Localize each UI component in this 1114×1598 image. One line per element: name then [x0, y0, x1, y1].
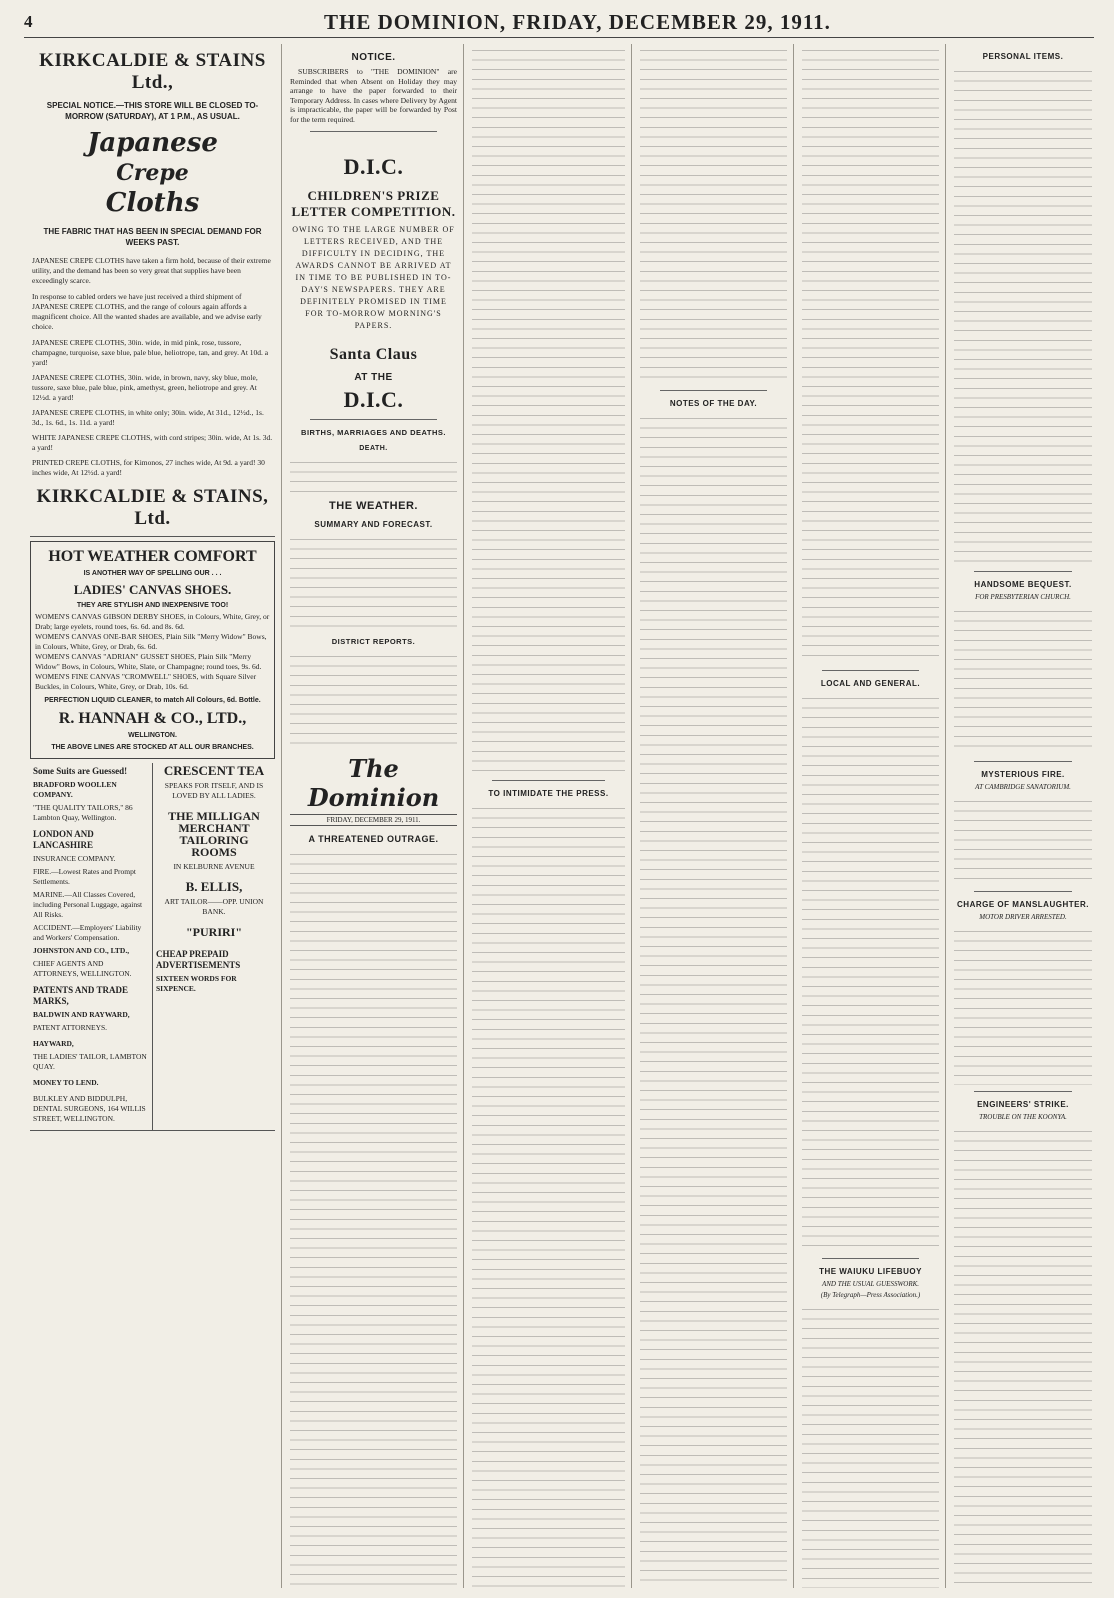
- bradford-address: "THE QUALITY TAILORS," 86 Lambton Quay, Wellington.: [33, 803, 133, 822]
- personal-heading: PERSONAL ITEMS.: [982, 52, 1064, 61]
- text-block: [472, 44, 625, 774]
- handsome-heading: HANDSOME BEQUEST.: [974, 580, 1072, 589]
- hayward-sub: THE LADIES' TAILOR, LAMBTON QUAY.: [33, 1052, 147, 1071]
- price-line: JAPANESE CREPE CLOTHS, in white only; 30in. wide, At 31d., 12½d., 1s. 3d., 1s. 6d., 1s. 11d. a yard!: [32, 408, 264, 427]
- newspaper-title: THE DOMINION, FRIDAY, DECEMBER 29, 1911.: [324, 10, 831, 34]
- text-block: [472, 802, 625, 1588]
- ad-body-2: In response to cabled orders we have just received a third shipment of JAPANESE CREPE CLOTHS, and the range of colours again affords a magnificent choice. All the wanted shades are available, and we advise early choice.: [32, 292, 262, 331]
- kelburne-line: IN KELBURNE AVENUE: [173, 862, 255, 871]
- shoe-item: WOMEN'S CANVAS GIBSON DERBY SHOES, in Colours, White, Grey, or Drab; large eyelets, round toes, 6s. 6d. and 8s. 6d.: [35, 612, 270, 631]
- text-block: [640, 412, 787, 1588]
- perfection-line: PERFECTION LIQUID CLEANER, to match All Colours, 6d. Bottle.: [44, 697, 261, 704]
- engineers-heading: ENGINEERS' STRIKE.: [977, 1100, 1069, 1109]
- text-block: [954, 605, 1092, 755]
- shoe-item: WOMEN'S CANVAS ONE-BAR SHOES, Plain Silk "Merry Widow" Bows, in Colours, White, Grey, or Drab, 6s. 6d.: [35, 632, 267, 651]
- waiuku-heading: THE WAIUKU LIFEBUOY: [819, 1267, 922, 1276]
- divider: [822, 670, 919, 671]
- puriri-heading: "PURIRI": [186, 925, 242, 939]
- text-block: [954, 925, 1092, 1085]
- births-heading: BIRTHS, MARRIAGES AND DEATHS.: [301, 427, 446, 437]
- money-lend: MONEY TO LEND.: [33, 1078, 99, 1087]
- text-block: [954, 795, 1092, 885]
- price-line: WHITE JAPANESE CREPE CLOTHS, with cord stripes; 30in. wide, At 1s. 3d. a yard!: [32, 433, 273, 452]
- crepe-heading: Crepe: [116, 160, 189, 186]
- stocked-line: THE ABOVE LINES ARE STOCKED AT ALL OUR BRANCHES.: [51, 744, 254, 751]
- crescent-sub: SPEAKS FOR ITSELF, AND IS LOVED BY ALL LADIES.: [164, 781, 264, 800]
- mysterious-heading: MYSTERIOUS FIRE.: [981, 770, 1065, 779]
- bulkley-ad: BULKLEY AND BIDDULPH, DENTAL SURGEONS, 164 WILLIS STREET, WELLINGTON.: [33, 1094, 146, 1123]
- text-block: [954, 65, 1092, 565]
- cheap-prepaid: CHEAP PREPAID ADVERTISEMENTS: [156, 949, 241, 970]
- stylish-line: THEY ARE STYLISH AND INEXPENSIVE TOO!: [76, 602, 229, 609]
- accident-line: ACCIDENT.—Employers' Liability and Workers' Compensation.: [33, 923, 142, 942]
- kirkcaldie-heading: KIRKCALDIE & STAINS Ltd.,: [39, 50, 266, 93]
- dic-heading-2: D.I.C.: [343, 386, 404, 412]
- district-heading: DISTRICT REPORTS.: [331, 636, 416, 646]
- at-the: AT THE: [354, 371, 393, 383]
- divider: [974, 761, 1072, 762]
- hannah-name: R. HANNAH & CO., LTD.,: [58, 710, 247, 727]
- divider: [974, 571, 1072, 572]
- text-block: [802, 1303, 939, 1588]
- dateline: FRIDAY, DECEMBER 29, 1911.: [290, 814, 457, 826]
- column-notes: [634, 44, 794, 1588]
- kirkcaldie-footer: KIRKCALDIE & STAINS, Ltd.: [36, 486, 269, 529]
- hot-sub: IS ANOTHER WAY OF SPELLING OUR . . .: [83, 570, 222, 577]
- patents-heading: PATENTS AND TRADE MARKS,: [33, 985, 129, 1006]
- suits-heading: Some Suits are Guessed!: [33, 766, 128, 776]
- shoe-item: WOMEN'S CANVAS "ADRIAN" GUSSET SHOES, Plain Silk "Merry Widow" Bows, in Colours, White, Slate, or Champagne; round toes, 9s. 6d.: [35, 652, 262, 671]
- milligan-heading: THE MILLIGAN MERCHANT TAILORING ROOMS: [168, 809, 260, 859]
- summary-heading: SUMMARY AND FORECAST.: [314, 519, 433, 529]
- intimidate-heading: TO INTIMIDATE THE PRESS.: [488, 789, 609, 798]
- price-line: PRINTED CREPE CLOTHS, for Kimonos, 27 inches wide, At 9d. a yard! 30 inches wide, At 12½d. a yard!: [32, 458, 265, 477]
- baldwin-name: BALDWIN AND RAYWARD,: [33, 1010, 130, 1019]
- text-block: [290, 533, 457, 629]
- hannah-ad: [30, 541, 275, 759]
- prize-body: OWING TO THE LARGE NUMBER OF LETTERS RECEIVED, AND THE DIFFICULTY IN DECIDING, THE AWARDS CANNOT BE ARRIVED AT IN TIME TO BE PUBLISHED IN TO-DAY'S NEWSPAPERS. THEY ARE DEFINITELY PROMISED IN TIME FOR TO-MORROW MORNING'S PAPERS.: [292, 224, 455, 330]
- patent-attorneys: PATENT ATTORNEYS.: [33, 1023, 108, 1032]
- divider: [974, 891, 1072, 892]
- insurance-sub: INSURANCE COMPANY.: [33, 854, 116, 863]
- hot-weather-heading: HOT WEATHER COMFORT: [48, 548, 257, 565]
- bradford-ad: [30, 763, 153, 1130]
- divider: [310, 419, 437, 420]
- waiuku-sub: AND THE USUAL GUESSWORK.: [821, 1280, 920, 1288]
- price-line: JAPANESE CREPE CLOTHS, 30in. wide, in mid pink, rose, tussore, champagne, turquoise, saxe blue, pale blue, heliotrope, tan, and grey. At 10d. a yard!: [32, 338, 269, 367]
- kirkcaldie-ad: [30, 44, 275, 537]
- bradford-name: BRADFORD WOOLLEN COMPANY.: [33, 780, 117, 799]
- chief-agents: CHIEF AGENTS AND ATTORNEYS, WELLINGTON.: [33, 959, 132, 978]
- text-block: [290, 650, 457, 746]
- text-block: [290, 456, 457, 492]
- column-news: [948, 44, 1098, 1588]
- page-number: 4: [24, 12, 33, 31]
- text-block: [802, 692, 939, 1252]
- fire-line: FIRE.—Lowest Rates and Prompt Settlements.: [33, 867, 136, 886]
- motor-driver-sub: MOTOR DRIVER ARRESTED.: [979, 913, 1067, 921]
- death-heading: DEATH.: [359, 444, 388, 452]
- japanese-heading: Japanese: [87, 128, 218, 158]
- text-block: [640, 44, 787, 384]
- divider: [660, 390, 767, 391]
- hannah-city: WELLINGTON.: [128, 732, 177, 739]
- text-block: [290, 848, 457, 1588]
- mid-ads-row: [30, 763, 275, 1131]
- divider: [310, 131, 437, 132]
- ellis-sub: ART TAILOR——OPP. UNION BANK.: [164, 897, 264, 916]
- column-notices: [284, 44, 464, 1588]
- press-association: (By Telegraph—Press Association.): [820, 1291, 921, 1299]
- divider: [822, 1258, 919, 1259]
- special-notice: SPECIAL NOTICE.—THIS STORE WILL BE CLOSED TO-MORROW (SATURDAY), AT 1 P.M., AS USUAL.: [46, 101, 259, 121]
- london-heading: LONDON AND LANCASHIRE: [33, 829, 94, 850]
- santa-heading: Santa Claus: [329, 345, 418, 363]
- johnston-name: JOHNSTON AND CO., LTD.,: [33, 946, 130, 955]
- divider: [974, 1091, 1072, 1092]
- shoe-item: WOMEN'S FINE CANVAS "CROMWELL" SHOES, with Square Silver Buckles, in Colours, White, Grey, or Drab, 10s. 6d.: [35, 672, 257, 691]
- column-editorial: [466, 44, 632, 1588]
- price-line: JAPANESE CREPE CLOTHS, 30in. wide, in brown, navy, sky blue, mole, tussore, saxe blue, pale blue, pink, amethyst, green, heliotrope and grey. At 12½d. a yard!: [32, 373, 258, 402]
- threatened-heading: A THREATENED OUTRAGE.: [308, 833, 439, 844]
- text-block: [954, 1125, 1092, 1588]
- koonya-sub: TROUBLE ON THE KOONYA.: [979, 1113, 1067, 1121]
- local-heading: LOCAL AND GENERAL.: [820, 679, 921, 688]
- crescent-heading: CRESCENT TEA: [163, 763, 265, 778]
- column-local: [796, 44, 946, 1588]
- hayward-name: HAYWARD,: [33, 1039, 74, 1048]
- dic-heading: D.I.C.: [343, 153, 404, 179]
- notice-body: SUBSCRIBERS to "THE DOMINION" are Reminded that when Absent on Holiday they may arrange to have the paper forwarded to their Temporary Address. In cases where Delivery by Agent is impracticable, the paper will be forwarded by Post for the term required.: [290, 67, 457, 124]
- ad-body-1: JAPANESE CREPE CLOTHS have taken a firm hold, because of their extreme utility, and the demand has been so very great that supplies have been exceedingly scarce.: [32, 256, 271, 285]
- masthead: [24, 8, 1094, 38]
- column-advertisements: [24, 44, 282, 1588]
- children-prize-heading: CHILDREN'S PRIZE LETTER COMPETITION.: [291, 187, 456, 219]
- manslaughter-heading: CHARGE OF MANSLAUGHTER.: [957, 900, 1089, 909]
- cloths-heading: Cloths: [105, 188, 200, 218]
- ellis-heading: B. ELLIS,: [185, 879, 243, 894]
- marine-line: MARINE.—All Classes Covered, including Personal Luggage, against All Risks.: [33, 890, 143, 919]
- sixteen-words: SIXTEEN WORDS FOR SIXPENCE.: [156, 974, 237, 993]
- presbyterian-sub: FOR PRESBYTERIAN CHURCH.: [975, 593, 1071, 601]
- text-block: [802, 44, 939, 664]
- divider: [492, 780, 605, 781]
- notes-heading: NOTES OF THE DAY.: [669, 399, 758, 408]
- ladies-heading: LADIES' CANVAS SHOES.: [73, 582, 232, 597]
- weather-heading: THE WEATHER.: [329, 499, 418, 512]
- dominion-nameplate: The Dominion: [307, 753, 440, 812]
- crescent-ad: [153, 763, 275, 1130]
- notice-heading: NOTICE.: [351, 52, 396, 63]
- cambridge-sub: AT CAMBRIDGE SANATORIUM.: [975, 783, 1071, 791]
- fabric-line: THE FABRIC THAT HAS BEEN IN SPECIAL DEMAND FOR WEEKS PAST.: [43, 227, 262, 247]
